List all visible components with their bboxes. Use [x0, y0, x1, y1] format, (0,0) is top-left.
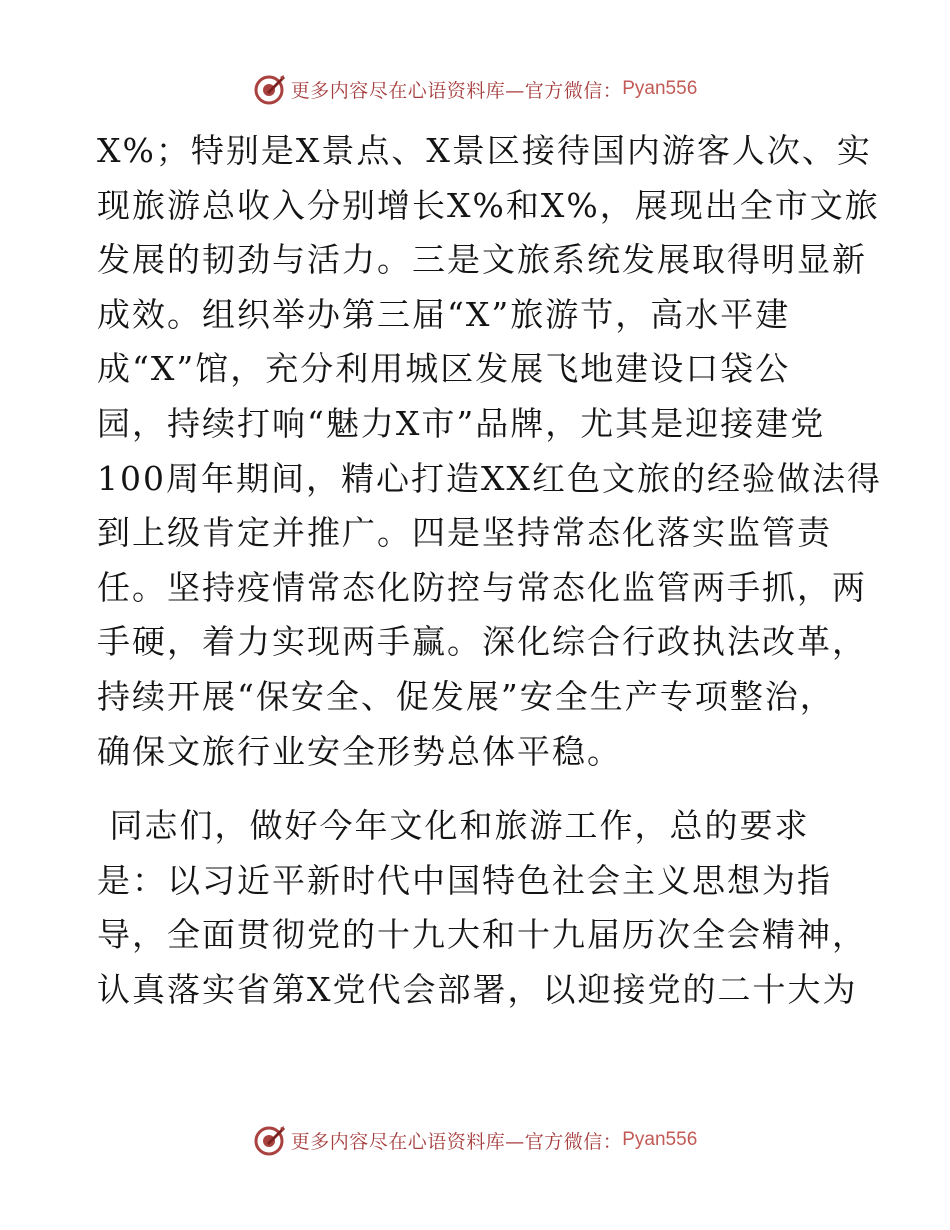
text-line: 导，全面贯彻党的十九大和十九届历次全会精神，: [97, 915, 867, 955]
document-body: [97, 124, 882, 1018]
header-watermark-text: 更多内容尽在心语资料库—官方微信：: [290, 79, 623, 102]
text-line: 是：以习近平新时代中国特色社会主义思想为指: [97, 860, 832, 900]
text-line: 现旅游总收入分别增长X%和X%，展现出全市文旅: [97, 185, 880, 225]
text-line: 到上级肯定并推广。四是坚持常态化落实监管责: [97, 513, 832, 553]
text-line: 认真落实省第X党代会部署，以迎接党的二十大为: [97, 969, 858, 1009]
text-line: X%；特别是X景点、X景区接待国内游客人次、实: [97, 131, 872, 170]
text-line: 成效。组织举办第三届“X”旅游节，高水平建: [97, 294, 791, 334]
text-line: 同志们，做好今年文化和旅游工作，总的要求: [97, 806, 810, 846]
text-line: 任。坚持疫情常态化防控与常态化监管两手抓，两: [97, 567, 867, 607]
footer-watermark-text: 更多内容尽在心语资料库—官方微信：: [290, 1130, 623, 1153]
header-watermark: [0, 71, 950, 107]
text-line: 手硬，着力实现两手赢。深化综合行政执法改革，: [97, 622, 867, 662]
brand-logo-icon: [253, 72, 287, 106]
text-line: 100周年期间，精心打造XX红色文旅的经验做法得: [97, 458, 882, 498]
paragraph-1: [97, 124, 882, 779]
text-line: 发展的韧劲与活力。三是文旅系统发展取得明显新: [97, 240, 867, 280]
brand-logo-icon: [253, 1123, 287, 1157]
text-line: 园，持续打响“魅力X市”品牌，尤其是迎接建党: [97, 403, 826, 443]
header-wechat-id: Pyan556: [622, 78, 698, 99]
paragraph-2: [97, 799, 867, 1017]
text-line: 持续开展“保安全、促发展”安全生产专项整治，: [97, 676, 835, 716]
footer-watermark: [0, 1122, 950, 1158]
paragraph-gap: [97, 779, 857, 799]
text-line: 成“X”馆，充分利用城区发展飞地建设口袋公: [97, 349, 791, 389]
text-line: 确保文旅行业安全形势总体平稳。: [97, 731, 622, 771]
footer-wechat-id: Pyan556: [622, 1129, 698, 1150]
